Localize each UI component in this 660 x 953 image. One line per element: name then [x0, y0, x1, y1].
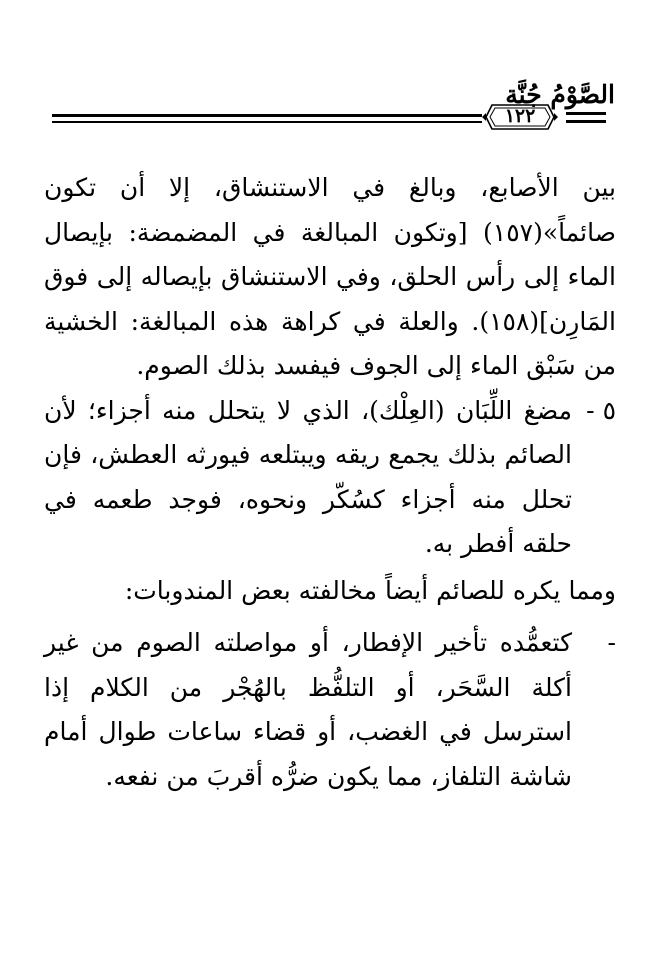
- item-number: ٥ -: [586, 395, 616, 425]
- book-title: الصَّوْمُ جُنَّة: [505, 80, 615, 109]
- page-number: ١٢٢: [504, 105, 536, 127]
- page-number-frame: [482, 102, 558, 132]
- item-text: كتعمُّده تأخير الإفطار، أو مواصلته الصوم من غير أكلة السَّحَر، أو التلفُّظ بالهُجْر من الكلام إذا استرسل في الغضب، أو قضاء ساعات طوال أمام شاشة التلفاز، مما يكون ضرُّه أقربَ من نفعه.: [44, 628, 572, 791]
- list-item-5: [44, 389, 616, 567]
- paragraph: بين الأصابع، وبالغ في الاستنشاق، إلا أن تكون صائماً»(١٥٧) [وتكون المبالغة في المضمضة: بإيصال الماء إلى رأس الحلق، وفي الاستنشاق بإيصاله إلى فوق المَارِن](١٥٨). والعلة في كراهة هذه المبالغة: الخشية من سَبْق الماء إلى الجوف فيفسد بذلك الصوم.: [44, 173, 616, 380]
- header-dash: [566, 112, 606, 115]
- header-dash: [566, 120, 606, 123]
- page-body: [44, 166, 616, 799]
- header-rule: [52, 114, 482, 117]
- intro-line: ومما يكره للصائم أيضاً مخالفته بعض المندوبات:: [124, 575, 616, 605]
- page-header: [0, 72, 660, 142]
- header-rule-thin: [52, 121, 482, 123]
- list-item-dash: [44, 621, 616, 799]
- item-text: مضغ اللِّبَان (العِلْك)، الذي لا يتحلل منه أجزاء؛ لأن الصائم بذلك يجمع ريقه ويبتلعه فيورثه العطش، فإن تحلل منه أجزاء كسُكّر ونحوه، فوجد طعمه في حلقه أفطر به.: [44, 395, 572, 558]
- item-dash: -: [607, 628, 616, 657]
